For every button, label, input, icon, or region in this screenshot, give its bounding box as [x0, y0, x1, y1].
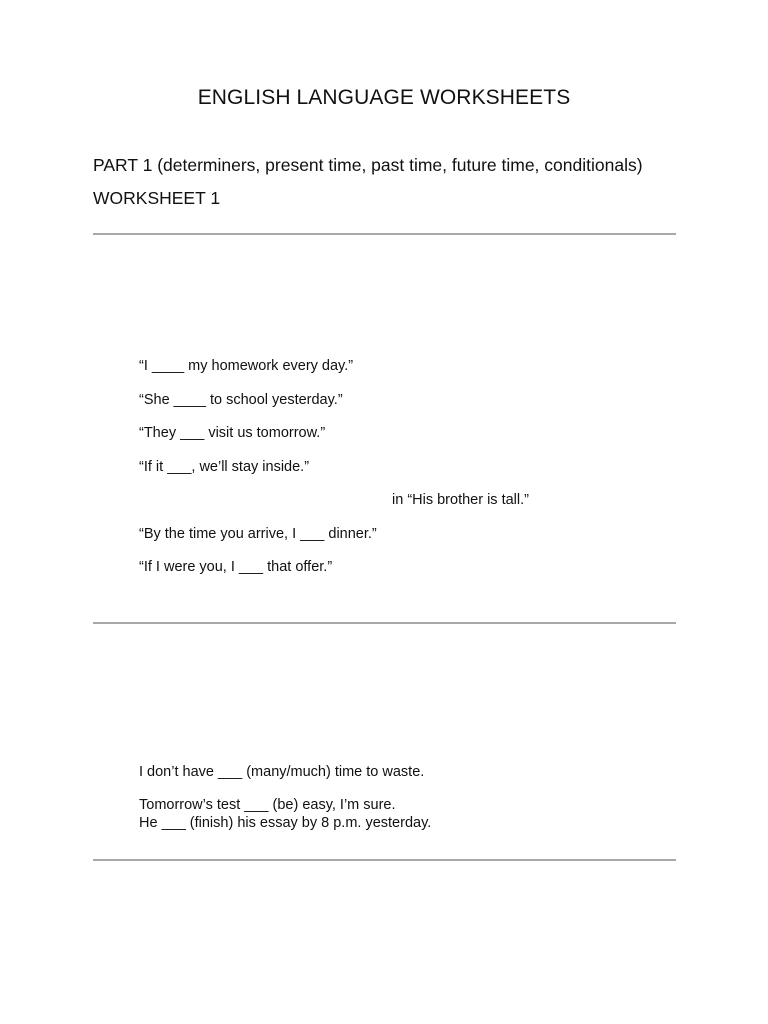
question-item: “I ____ my homework every day.” [139, 358, 354, 374]
question-item: “If it ___, we’ll stay inside.” [139, 459, 310, 475]
question-item: “If I were you, I ___ that offer.” [139, 559, 333, 575]
question-item: Tomorrow’s test ___ (be) easy, I’m sure. [139, 797, 396, 813]
question-item: I don’t have ___ (many/much) time to waste. [139, 764, 425, 780]
divider-middle [93, 622, 676, 624]
page-title: ENGLISH LANGUAGE WORKSHEETS [197, 86, 571, 109]
question-item: He ___ (finish) his essay by 8 p.m. yesterday. [139, 815, 432, 831]
part-heading: PART 1 (determiners, present time, past time, future time, conditionals) [93, 155, 643, 175]
divider-bottom [93, 859, 676, 861]
question-item: “By the time you arrive, I ___ dinner.” [139, 526, 377, 542]
question-item: in “His brother is tall.” [392, 492, 529, 508]
divider-top [93, 233, 676, 235]
worksheet-label: WORKSHEET 1 [93, 188, 221, 208]
question-item: “She ____ to school yesterday.” [139, 392, 343, 408]
question-item: “They ___ visit us tomorrow.” [139, 425, 326, 441]
